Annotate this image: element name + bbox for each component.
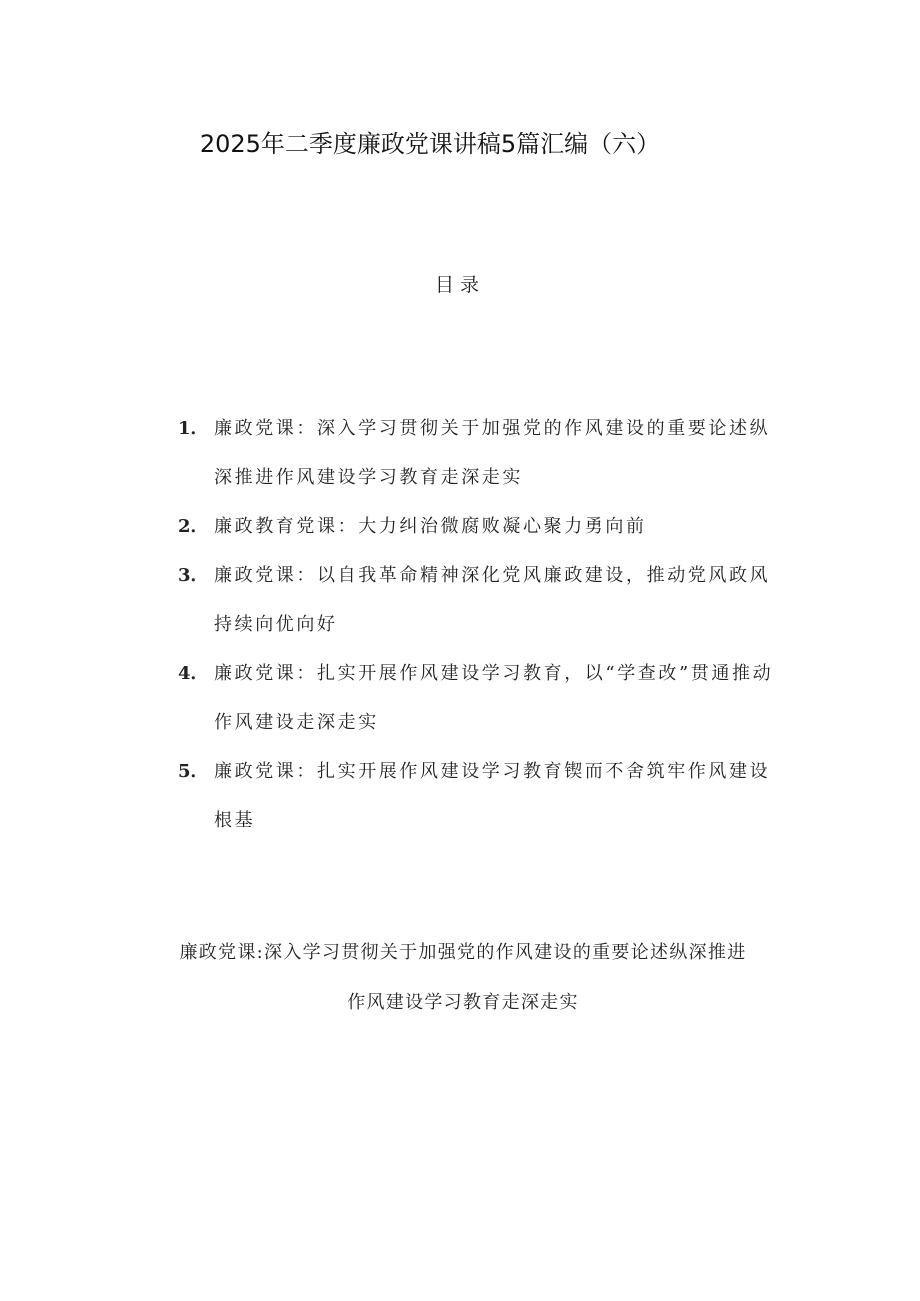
toc-item-number: 2． — [178, 516, 209, 537]
section-heading: 廉政党课:深入学习贯彻关于加强党的作风建设的重要论述纵深推进作风建设学习教育走深走实 — [179, 942, 747, 1013]
document-title: 2025年二季度廉政党课讲稿5篇汇编（六） — [199, 130, 661, 158]
toc-item-number: 4． — [178, 663, 209, 684]
toc-item-text: 廉政党课：扎实开展作风建设学习教育，以“学查改”贯通推动作风建设走深走实 — [214, 663, 774, 733]
toc-heading: 目录 — [434, 274, 485, 296]
toc-item-4 — [178, 649, 788, 747]
toc-item-number: 1． — [178, 418, 209, 439]
toc-item-5 — [178, 747, 788, 845]
toc-item-text: 廉政教育党课：大力纠治微腐败凝心聚力勇向前 — [214, 516, 647, 537]
toc-item-1 — [178, 404, 788, 502]
toc-item-text: 廉政党课：扎实开展作风建设学习教育锲而不舍筑牢作风建设根基 — [214, 761, 771, 831]
toc-item-text: 廉政党课：以自我革命精神深化党风廉政建设，推动党风政风持续向优向好 — [214, 565, 771, 635]
toc-item-3 — [178, 551, 788, 649]
toc-item-number: 5． — [178, 761, 209, 782]
toc-item-number: 3． — [178, 565, 209, 586]
table-of-contents — [178, 404, 788, 845]
toc-item-2 — [178, 502, 788, 551]
toc-item-text: 廉政党课：深入学习贯彻关于加强党的作风建设的重要论述纵深推进作风建设学习教育走深走实 — [214, 418, 771, 488]
